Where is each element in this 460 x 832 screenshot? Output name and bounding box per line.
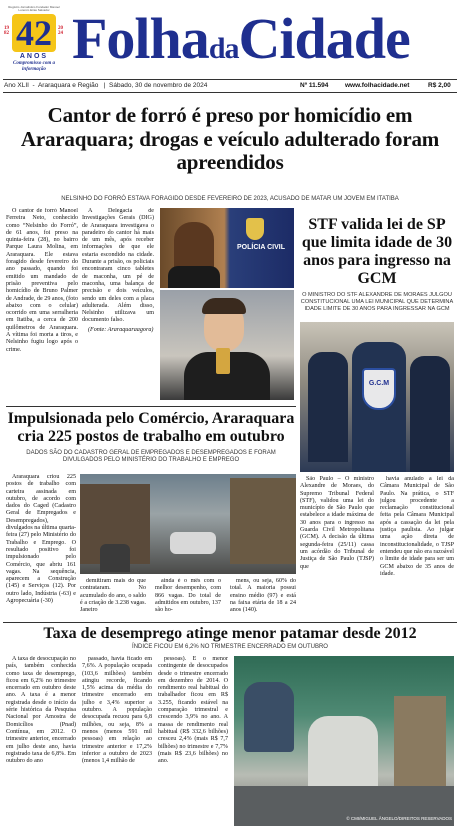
phone-icon — [216, 348, 230, 374]
edition-number: Nº 11.594 — [300, 82, 329, 89]
lead-column-2: A Delegacia de Investigações Gerais (DIG) de Araraquara investigava o paradeiro do cantor há mais de um mês, após receber informações de que ele estaria escondido na cidade. Durante a prisão, os policiais encontraram cinco tabletes de maconha, um pé de maconha, uma balança de precisão e dois veículos, sendo um deles com a placa adulterada. Além disso, Nelsinho utilizava um documento falso. (Fonte: Araraquaraagora) — [82, 208, 154, 333]
taxa-headline: Taxa de desemprego atinge menor patamar desde 2012 — [43, 625, 417, 642]
taxa-subhead: ÍNDICE FICOU EM 6,2% NO TRIMESTRE ENCERRADO EM OUTUBRO — [132, 644, 328, 650]
badge-tagline: Compromisso com a informação — [13, 61, 55, 72]
empregos-column-4: mens, ou seja, 60% do total. A maioria possui ensino médio (97) e está na faixa etária de 18 a 24 anos (140). — [230, 578, 296, 614]
stf-column-2: havia anulado a lei da Câmara Municipal de São Paulo. Na prática, o STF julgou procedente a reclamação constitucional feita pela Câmara Municipal após a cassação da lei pela justiça paulista. Ao julgar uma ação direta de inconstitucionalidade, o TJSP entendeu que não era razoável o limite de idade para ser um GCM abaixo de 35 anos de idade. — [380, 476, 454, 577]
empregos-subhead: DADOS SÃO DO CADASTRO GERAL DE EMPREGADOS E DESEMPREGADOS E FORAM DIVULGADOS PELO MINISTÉRIO DO TRABALHO E EMPREGO — [26, 450, 276, 464]
empregos-column-1: Araraquara criou 225 postos de trabalho com carteira assinada em outubro, de acordo com dados do Caged (Cadastro Geral de Empregados e Desempregados), divulgados na última quarta-feira (27) pelo Ministério do Trabalho e Emprego. O resultado positivo foi impulsionado pelo Comércio, que abriu 161 vagas. Na sequência, aparecem a Construção (145) e Serviços (12). Por outro lado, Indústria (-63) e Agropecuária (-30) — [6, 474, 76, 605]
empregos-column-2: demitiram mais do que contrataram. No acumulado do ano, o saldo é a criação de 3.238 vagas. Janeiro — [80, 578, 146, 614]
stf-column-1: São Paulo – O ministro Alexandre de Moraes, do Supremo Tribunal Federal (STF), validou uma lei do município de São Paulo que estabelece a idade máxima de 30 anos para o ingresso na Guarda Civil Metropolitana (GCM). A decisão da última segunda-feira (25/11) cassa um acórdão do Tribunal de Justiça de São Paulo (TJSP) que — [300, 476, 374, 570]
lead-headline: Cantor de forró é preso por homicídio em Araraquara; drogas e veículo adulterado foram apreendidos — [20, 103, 440, 174]
stf-headline: STF valida lei de SP que limita idade de 30 anos para ingresso na GCM — [301, 216, 453, 287]
title-cidade: Cidade — [238, 6, 410, 71]
dateline: Ano XLII - Araraquara e Região | Sábado, 30 de novembro de 2024 — [4, 82, 208, 89]
street-photo — [80, 474, 296, 574]
badge-year-left: 1982 — [4, 26, 9, 36]
stf-subhead: O MINISTRO DO STF ALEXANDRE DE MORAES JULGOU CONSTITUCIONAL UMA LEI MUNICIPAL QUE DETERMINA IDADE LIMITE DE 30 ANOS PARA INGRESSAR NA GCM — [300, 292, 454, 312]
title-da: da — [208, 32, 239, 65]
gcm-photo — [300, 322, 454, 472]
police-badge-text: POLÍCIA CIVIL — [237, 244, 285, 251]
taxa-column-2: passado, havia ficado em 7,6%. A população ocupada (103,6 milhões) também atingiu recorde, ficando 1,5% acima da média do trimestre encerrado em julho e 3,4% superior a outubro. A população desocupada recuou para 6,8 milhões, ou seja, 8% a menos (menos 591 mil pessoas) em relação ao trimestre anterior e 17,2% inferior a outubro de 2023 (menos 1,4 milhão de — [82, 656, 152, 765]
anniversary-badge — [4, 6, 64, 72]
taxa-column-1: A taxa de desocupação no país, também conhecida como taxa de desemprego, ficou em 6,2% no trimestre encerrado em outubro deste ano. A taxa é a menor registrada desde o início da série histórica da Pesquisa Nacional por Amostra de Domicílios (Pnad) Contínua, em 2012. O trimestre anterior, encerrado em julho deste ano, havia registrado taxa de 6,8%. Em outubro do ano — [6, 656, 76, 765]
badge-number: 42 — [12, 14, 56, 52]
empregos-headline: Impulsionada pelo Comércio, Araraquara cria 225 postos de trabalho em outubro — [7, 410, 295, 445]
title-folha: Folha — [72, 6, 209, 71]
price: R$ 2,00 — [428, 82, 451, 89]
victim-photo — [160, 290, 294, 400]
badge-top-text: Registro Jornalístico Fundador Manoel Lorenzo Eiras Salvador — [8, 5, 60, 13]
gcm-shield-icon — [362, 368, 396, 410]
workers-photo — [234, 656, 454, 826]
site-link[interactable]: www.folhacidade.net — [345, 82, 410, 89]
lead-subhead: NELSINHO DO FORRÓ ESTAVA FORAGIDO DESDE FEVEREIRO DE 2023, ACUSADO DE MATAR UM JOVEM EM ITATIBA — [61, 196, 399, 202]
masthead — [0, 0, 460, 94]
badge-year-right: 2024 — [58, 26, 63, 36]
suspect-photo — [160, 208, 294, 288]
lead-credit: (Fonte: Araraquaraagora) — [88, 326, 154, 333]
badge-anos-word: ANOS — [19, 53, 49, 60]
photo-credit: © CMI/MIGUEL ÂNGELO/DIREITOS RESERVADOS — [346, 816, 452, 821]
gcm-badge-text: G.C.M — [368, 380, 390, 387]
empregos-column-3: ainda é o mês com o melhor desempenho, com 866 vagas. Do total de admitidos em outubro, 137 são ho- — [155, 578, 221, 614]
police-shield-icon — [246, 218, 264, 240]
taxa-column-3: pessoas). É o menor contingente de desocupados desde o trimestre encerrado em dezembro de 2014. O rendimento real habitual do trabalhador ficou em R$ 3.255, ficando estável na comparação trimestral e crescendo 3,9% no ano. A massa de rendimento real habitual (R$ 332,6 bilhões) cresceu 2,4% (mais R$ 7,7 bilhões) no trimestre e 7,7% (mais R$ 23,6 bilhões) no ano. — [158, 656, 228, 765]
lead-column-1: O cantor de forró Manoel Ferreira Neto, conhecido como “Nelsinho do Forró”, de 61 anos, foi preso na quinta-feira (28), no bairro Parque Laura Molina, em Araraquara. Ele estava foragido desde fevereiro do ano passado, quando foi emitido um mandado de prisão preventiva pelo homicídio de Bruno Palmer de Andrade, de 29 anos, (foto abaixo com o celular) ocorrido em uma serralheria em Itatiba, a cerca de 200 quilômetros de Araraquara. A vítima foi morta a tiros, e Nelsinho fugiu logo após o crime. — [6, 208, 78, 353]
newspaper-title — [72, 2, 456, 76]
